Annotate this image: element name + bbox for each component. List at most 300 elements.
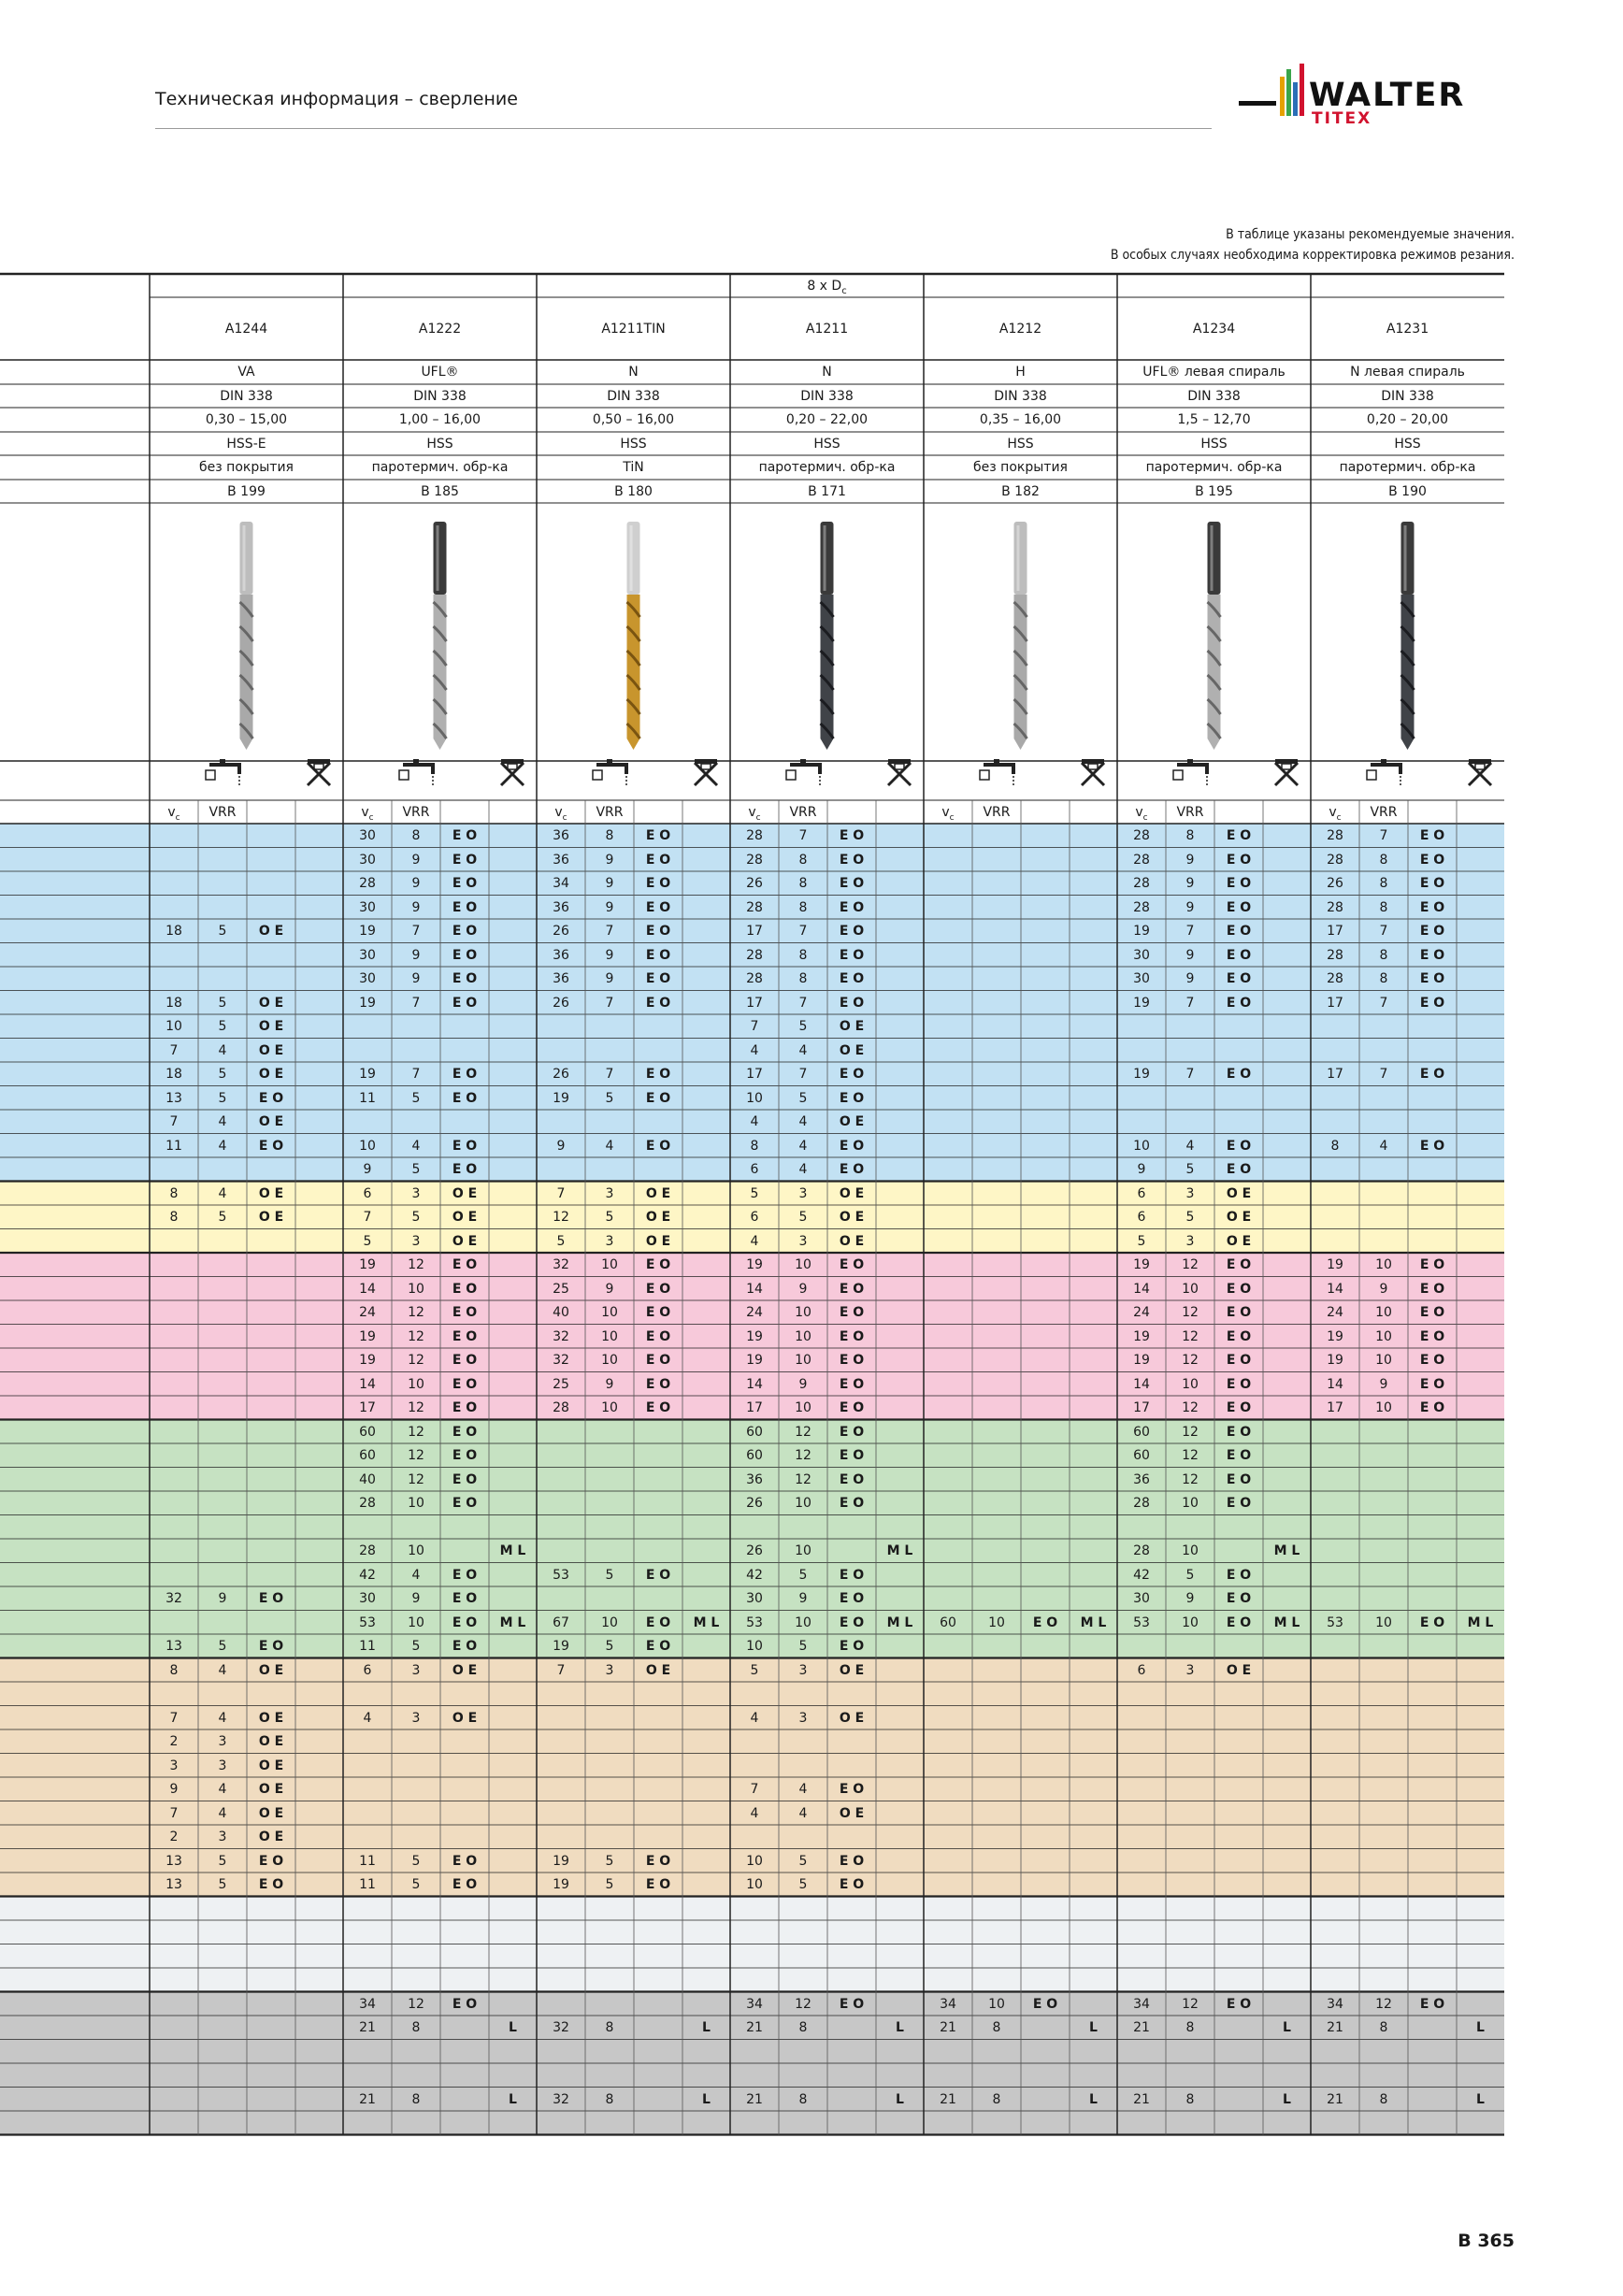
vrr-value: 12: [1375, 1996, 1392, 2012]
vrr-value: 5: [605, 1567, 614, 1583]
vc-value: 36: [553, 828, 569, 843]
coolant-code: E O: [258, 1138, 284, 1154]
vc-value: 17: [1133, 1400, 1150, 1415]
coolant-code: O E: [1226, 1233, 1252, 1249]
mql-code: L: [1476, 2091, 1485, 2107]
vrr-value: 4: [218, 1042, 227, 1058]
coolant-code: E O: [1226, 828, 1252, 843]
row-band-grey_light: [0, 1920, 1504, 1944]
vrr-value: 9: [1185, 876, 1195, 891]
note-line-2: В особых случаях необходима корректировка режимов резания.: [1110, 248, 1515, 263]
coolant-code: E O: [839, 1877, 865, 1892]
mql-code: L: [1089, 2091, 1098, 2107]
vc-value: 30: [746, 1591, 763, 1606]
vrr-value: 9: [605, 899, 614, 915]
vc-value: 28: [359, 1543, 376, 1558]
vc-value: 13: [165, 1877, 182, 1892]
vc-value: 5: [556, 1233, 566, 1249]
vrr-value: 4: [218, 1710, 227, 1726]
coolant-code: E O: [839, 1376, 865, 1392]
product-type: H: [1015, 365, 1026, 380]
group-label: 8 x D: [807, 279, 842, 294]
vrr-value: 7: [1379, 1067, 1388, 1082]
coolant-code: E O: [452, 1067, 478, 1082]
vc-value: 28: [1133, 899, 1150, 915]
coolant-code: E O: [645, 1639, 671, 1654]
vc-value: 17: [1327, 1400, 1343, 1415]
coolant-code: E O: [1226, 1305, 1252, 1320]
mql-code: M L: [1273, 1543, 1300, 1558]
coolant-code: E O: [645, 1614, 671, 1630]
vrr-value: 5: [218, 1639, 227, 1654]
product-material: HSS-E: [226, 437, 266, 452]
coolant-code: O E: [1226, 1662, 1252, 1678]
coolant-code: E O: [645, 1353, 671, 1368]
coolant-code: O E: [258, 1758, 284, 1773]
vrr-value: 12: [408, 1353, 424, 1368]
vrr-value: 10: [1375, 1614, 1392, 1630]
vc-value: 2: [169, 1830, 179, 1844]
coolant-code: E O: [839, 1853, 865, 1869]
coolant-code: E O: [1419, 995, 1445, 1011]
product-coating: паротермич. обр-ка: [1145, 460, 1283, 475]
vc-value: 5: [750, 1662, 759, 1678]
coolant-code: E O: [1226, 1257, 1252, 1272]
coolant-code: E O: [645, 924, 671, 939]
vc-value: 7: [556, 1662, 566, 1678]
vc-value: 7: [169, 1805, 179, 1821]
vrr-value: 8: [605, 2020, 614, 2035]
vrr-value: 8: [798, 2091, 808, 2107]
coolant-code: E O: [452, 924, 478, 939]
vrr-header: VRR: [208, 805, 237, 820]
vrr-value: 8: [798, 2020, 808, 2035]
vc-header: [924, 801, 972, 829]
coolant-code: E O: [452, 1591, 478, 1606]
vc-value: 17: [746, 1400, 763, 1415]
vc-value: 26: [553, 995, 569, 1011]
coolant-code: E O: [1419, 828, 1445, 843]
vrr-value: 9: [605, 1376, 614, 1392]
no-coolant-icon: [1275, 759, 1298, 785]
product-material: HSS: [1007, 437, 1034, 452]
coolant-code: O E: [452, 1185, 478, 1201]
coolant-code: E O: [839, 828, 865, 843]
vrr-value: 7: [605, 924, 614, 939]
vc-value: 14: [359, 1376, 376, 1392]
vc-value: 34: [1327, 1996, 1343, 2012]
vrr-value: 10: [1182, 1376, 1199, 1392]
vc-value: 24: [746, 1305, 763, 1320]
no-coolant-icon: [501, 759, 524, 785]
coolant-code: E O: [452, 1353, 478, 1368]
vrr-value: 9: [1379, 1281, 1388, 1297]
logo-sub: TITEX: [1312, 109, 1372, 128]
coolant-code: E O: [645, 971, 671, 986]
vc-value: 14: [746, 1376, 763, 1392]
coolant-code: E O: [839, 971, 865, 986]
coolant-code: E O: [452, 1376, 478, 1392]
coolant-code: E O: [645, 1400, 671, 1415]
coolant-code: E O: [839, 1067, 865, 1082]
vc-value: 21: [1327, 2091, 1343, 2107]
coolant-code: E O: [258, 1639, 284, 1654]
vrr-value: 5: [798, 1019, 808, 1034]
vc-value: 19: [359, 1328, 376, 1344]
vrr-value: 12: [408, 1996, 424, 2012]
coolant-code: E O: [1419, 1614, 1445, 1630]
vc-value: 28: [1327, 947, 1343, 963]
vrr-value: 7: [1379, 995, 1388, 1011]
vc-value: 5: [363, 1233, 372, 1249]
coolant-code: E O: [1419, 1067, 1445, 1082]
coolant-code: E O: [645, 1328, 671, 1344]
vrr-value: 12: [1182, 1448, 1199, 1463]
coolant-code: O E: [645, 1233, 671, 1249]
vrr-header: VRR: [402, 805, 430, 820]
vrr-value: 3: [218, 1830, 227, 1844]
vrr-value: 9: [411, 852, 421, 868]
vrr-value: 8: [1185, 2091, 1195, 2107]
coolant-code: E O: [452, 1281, 478, 1297]
vc-value: 11: [165, 1138, 182, 1154]
vrr-value: 7: [798, 995, 808, 1011]
product-page: B 185: [421, 484, 459, 499]
coolant-code: E O: [645, 828, 671, 843]
mql-code: M L: [886, 1614, 913, 1630]
vrr-value: 5: [1185, 1162, 1195, 1177]
vrr-value: 8: [1185, 2020, 1195, 2035]
vrr-value: 5: [218, 1067, 227, 1082]
vc-value: 21: [746, 2091, 763, 2107]
coolant-code: E O: [1226, 995, 1252, 1011]
vc-value: 14: [1327, 1376, 1343, 1392]
vrr-value: 9: [1185, 947, 1195, 963]
coolant-code: E O: [452, 1424, 478, 1440]
vc-value: 19: [1133, 1328, 1150, 1344]
coolant-code: E O: [452, 1853, 478, 1869]
vrr-value: 12: [1182, 1400, 1199, 1415]
vc-value: 11: [359, 1877, 376, 1892]
product-material: HSS: [426, 437, 453, 452]
vrr-value: 12: [1182, 1257, 1199, 1272]
vrr-value: 7: [798, 924, 808, 939]
vrr-value: 8: [992, 2091, 1001, 2107]
vrr-value: 10: [795, 1400, 812, 1415]
vrr-value: 4: [798, 1138, 808, 1154]
vc-value: 14: [1327, 1281, 1343, 1297]
product-range: 0,20 – 20,00: [1366, 412, 1449, 427]
vc-symbol: v: [361, 805, 369, 820]
product-range: 0,20 – 22,00: [785, 412, 869, 427]
vrr-value: 3: [411, 1185, 421, 1201]
vc-value: 9: [169, 1782, 179, 1797]
vrr-value: 4: [218, 1805, 227, 1821]
vc-value: 19: [553, 1090, 569, 1106]
vc-value: 26: [746, 1543, 763, 1558]
vc-value: 30: [1133, 947, 1150, 963]
row-band-tan: [0, 1682, 1504, 1706]
coolant-code: E O: [1226, 899, 1252, 915]
coolant-code: E O: [1226, 1376, 1252, 1392]
coolant-code: E O: [839, 1162, 865, 1177]
product-coating: паротермич. обр-ка: [1339, 460, 1476, 475]
vc-value: 7: [750, 1019, 759, 1034]
vc-value: 60: [1133, 1448, 1150, 1463]
vc-value: 32: [165, 1591, 182, 1606]
coolant-code: O E: [452, 1710, 478, 1726]
coolant-code: O E: [452, 1210, 478, 1225]
vc-value: 19: [1327, 1328, 1343, 1344]
mql-code: L: [1476, 2020, 1485, 2035]
coolant-code: E O: [645, 1138, 671, 1154]
vrr-value: 8: [411, 2091, 421, 2107]
vrr-value: 9: [1185, 852, 1195, 868]
vrr-value: 5: [605, 1090, 614, 1106]
coolant-code: E O: [839, 1424, 865, 1440]
vrr-value: 8: [1379, 2020, 1388, 2035]
vc-value: 8: [750, 1138, 759, 1154]
vrr-value: 3: [411, 1662, 421, 1678]
vc-value: 19: [746, 1328, 763, 1344]
vc-value: 24: [1133, 1305, 1150, 1320]
vc-value: 28: [1327, 899, 1343, 915]
coolant-code: E O: [1226, 1328, 1252, 1344]
vc-value: 40: [359, 1471, 376, 1487]
vrr-value: 8: [1185, 828, 1195, 843]
vc-value: 19: [553, 1877, 569, 1892]
coolant-code: O E: [452, 1662, 478, 1678]
vrr-value: 10: [1182, 1614, 1199, 1630]
product-standard: DIN 338: [1381, 389, 1434, 404]
coolant-code: E O: [452, 1471, 478, 1487]
vc-value: 19: [1327, 1257, 1343, 1272]
mql-code: M L: [693, 1614, 720, 1630]
vrr-value: 5: [218, 1853, 227, 1869]
vc-value: 19: [1327, 1353, 1343, 1368]
mql-code: M L: [1080, 1614, 1107, 1630]
vc-value: 19: [359, 1067, 376, 1082]
no-coolant-icon: [695, 759, 717, 785]
vrr-value: 12: [408, 1305, 424, 1320]
coolant-code: E O: [839, 1400, 865, 1415]
coolant-code: E O: [452, 1400, 478, 1415]
coolant-code: O E: [258, 1830, 284, 1844]
vrr-value: 7: [1185, 1067, 1195, 1082]
product-page: B 171: [808, 484, 846, 499]
coolant-code: E O: [645, 876, 671, 891]
coolant-code: O E: [258, 1805, 284, 1821]
vc-value: 17: [746, 995, 763, 1011]
vc-value: 28: [746, 828, 763, 843]
coolant-code: E O: [839, 1567, 865, 1583]
coolant-code: E O: [1226, 924, 1252, 939]
coolant-code: E O: [1419, 924, 1445, 939]
mql-code: L: [1283, 2020, 1291, 2035]
vrr-value: 4: [798, 1162, 808, 1177]
vrr-value: 4: [798, 1042, 808, 1058]
product-standard: DIN 338: [1187, 389, 1241, 404]
product-page: B 180: [614, 484, 653, 499]
product-type: UFL®: [421, 365, 459, 380]
coolant-code: E O: [452, 1257, 478, 1272]
vc-value: 25: [553, 1281, 569, 1297]
vrr-value: 10: [408, 1543, 424, 1558]
product-code: A1211TIN: [601, 322, 666, 337]
coolant-code: O E: [258, 1185, 284, 1201]
vc-value: 36: [553, 852, 569, 868]
product-code: A1212: [998, 322, 1042, 337]
drill-steam-icon: [434, 522, 447, 750]
vrr-value: 12: [408, 1471, 424, 1487]
coolant-code: O E: [258, 995, 284, 1011]
drill-tin-icon: [627, 522, 640, 750]
vc-value: 10: [165, 1019, 182, 1034]
vrr-value: 7: [411, 1067, 421, 1082]
vc-value: 6: [1137, 1185, 1146, 1201]
vc-value: 4: [750, 1042, 759, 1058]
product-range: 0,30 – 15,00: [205, 412, 288, 427]
coolant-code: E O: [839, 899, 865, 915]
vrr-value: 7: [411, 924, 421, 939]
vrr-value: 10: [1182, 1281, 1199, 1297]
coolant-code: E O: [839, 852, 865, 868]
vc-value: 53: [1133, 1614, 1150, 1630]
vrr-value: 10: [601, 1257, 618, 1272]
coolant-code: E O: [645, 1281, 671, 1297]
drill-bright-icon: [240, 522, 253, 750]
coolant-code: E O: [452, 899, 478, 915]
vc-subscript: c: [562, 812, 567, 823]
vc-subscript: c: [368, 812, 374, 823]
vrr-value: 3: [605, 1233, 614, 1249]
vrr-header: VRR: [1176, 805, 1204, 820]
coolant-tap-icon: [786, 759, 822, 785]
product-type: N левая спираль: [1350, 365, 1465, 380]
vc-value: 6: [363, 1662, 372, 1678]
vrr-header: VRR: [1370, 805, 1398, 820]
coolant-code: E O: [645, 852, 671, 868]
vrr-value: 10: [408, 1496, 424, 1511]
coolant-code: O E: [645, 1210, 671, 1225]
coolant-code: E O: [1226, 1400, 1252, 1415]
product-code: A1231: [1386, 322, 1429, 337]
vc-value: 28: [1133, 1543, 1150, 1558]
coolant-code: E O: [1032, 1614, 1058, 1630]
coolant-code: E O: [839, 1471, 865, 1487]
note-line-1: В таблице указаны рекомендуемые значения.: [1226, 227, 1515, 242]
product-material: HSS: [1394, 437, 1421, 452]
vc-value: 18: [165, 924, 182, 939]
coolant-code: E O: [645, 1567, 671, 1583]
vrr-value: 5: [798, 1210, 808, 1225]
vc-value: 28: [1133, 852, 1150, 868]
vc-symbol: v: [941, 805, 950, 820]
vrr-value: 9: [605, 947, 614, 963]
vrr-value: 10: [1375, 1353, 1392, 1368]
vrr-value: 10: [1375, 1328, 1392, 1344]
drill-steam-icon: [1401, 522, 1415, 750]
vc-value: 19: [553, 1639, 569, 1654]
product-coating: паротермич. обр-ка: [758, 460, 896, 475]
vrr-value: 12: [1182, 1305, 1199, 1320]
vrr-value: 5: [218, 1019, 227, 1034]
vc-value: 6: [1137, 1210, 1146, 1225]
product-coating: паротермич. обр-ка: [371, 460, 509, 475]
coolant-code: E O: [645, 1090, 671, 1106]
vc-value: 10: [746, 1877, 763, 1892]
vc-subscript: c: [755, 812, 761, 823]
vrr-value: 5: [1185, 1567, 1195, 1583]
vc-value: 19: [359, 1353, 376, 1368]
vrr-value: 5: [605, 1210, 614, 1225]
coolant-code: E O: [1226, 971, 1252, 986]
vrr-value: 3: [1185, 1233, 1195, 1249]
vc-value: 5: [1137, 1233, 1146, 1249]
vrr-value: 9: [1185, 1591, 1195, 1606]
mql-code: M L: [1273, 1614, 1300, 1630]
mql-code: L: [896, 2020, 904, 2035]
coolant-code: E O: [645, 995, 671, 1011]
coolant-tap-icon: [980, 759, 1015, 785]
vrr-value: 4: [798, 1805, 808, 1821]
product-range: 1,00 – 16,00: [398, 412, 481, 427]
coolant-code: E O: [1226, 876, 1252, 891]
coolant-code: E O: [839, 1614, 865, 1630]
product-material: HSS: [1200, 437, 1228, 452]
product-code: A1234: [1192, 322, 1236, 337]
coolant-code: O E: [258, 1710, 284, 1726]
vrr-value: 9: [411, 1591, 421, 1606]
drill-steam-icon: [821, 522, 834, 750]
product-standard: DIN 338: [413, 389, 467, 404]
vrr-value: 4: [798, 1114, 808, 1129]
vrr-value: 12: [1182, 1996, 1199, 2012]
vrr-value: 10: [795, 1353, 812, 1368]
vc-value: 36: [553, 947, 569, 963]
coolant-code: E O: [1226, 1591, 1252, 1606]
coolant-code: E O: [452, 828, 478, 843]
row-band-grey_light: [0, 1897, 1504, 1921]
vrr-value: 4: [411, 1138, 421, 1154]
product-range: 1,5 – 12,70: [1177, 412, 1251, 427]
product-code: A1222: [418, 322, 462, 337]
vc-symbol: v: [167, 805, 176, 820]
coolant-code: O E: [839, 1185, 865, 1201]
coolant-code: E O: [452, 1138, 478, 1154]
vc-value: 21: [1133, 2091, 1150, 2107]
product-coating: без покрытия: [199, 460, 294, 475]
vc-value: 30: [359, 899, 376, 915]
product-range: 0,35 – 16,00: [979, 412, 1062, 427]
vc-value: 7: [169, 1710, 179, 1726]
vc-value: 42: [1133, 1567, 1150, 1583]
vc-value: 32: [553, 1328, 569, 1344]
vrr-value: 5: [411, 1090, 421, 1106]
group-header: [150, 275, 1504, 303]
vrr-header: VRR: [789, 805, 817, 820]
vrr-value: 9: [605, 852, 614, 868]
vc-value: 32: [553, 1257, 569, 1272]
vc-symbol: v: [1135, 805, 1143, 820]
coolant-code: E O: [1226, 1471, 1252, 1487]
vrr-value: 3: [798, 1710, 808, 1726]
mql-code: M L: [499, 1543, 526, 1558]
vc-value: 40: [553, 1305, 569, 1320]
coolant-tap-icon: [399, 759, 435, 785]
product-page: B 199: [227, 484, 266, 499]
vc-value: 11: [359, 1090, 376, 1106]
